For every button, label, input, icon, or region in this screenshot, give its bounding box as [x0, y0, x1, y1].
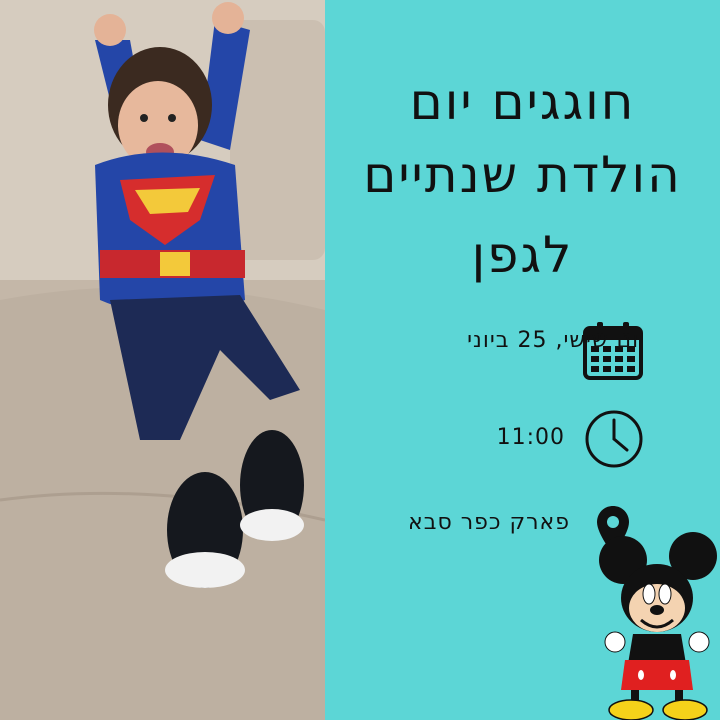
event-date-text: יום שישי, 25 ביוני [467, 328, 645, 353]
event-date [467, 328, 645, 353]
event-location-text: פארק כפר סבא [408, 510, 570, 535]
event-time-text: 11:00 [496, 425, 565, 450]
title-line-1: חוגגים יום [409, 73, 636, 131]
invitation-panel [325, 0, 720, 720]
title-line-3: לגפן [471, 226, 574, 284]
clock-icon [583, 408, 645, 470]
photo-panel [0, 0, 325, 720]
title-line-2: הולדת שנתיים [363, 146, 682, 204]
event-time [497, 425, 565, 450]
child-photo [0, 0, 325, 720]
mickey-mouse-icon [595, 530, 720, 720]
event-location [408, 510, 570, 535]
